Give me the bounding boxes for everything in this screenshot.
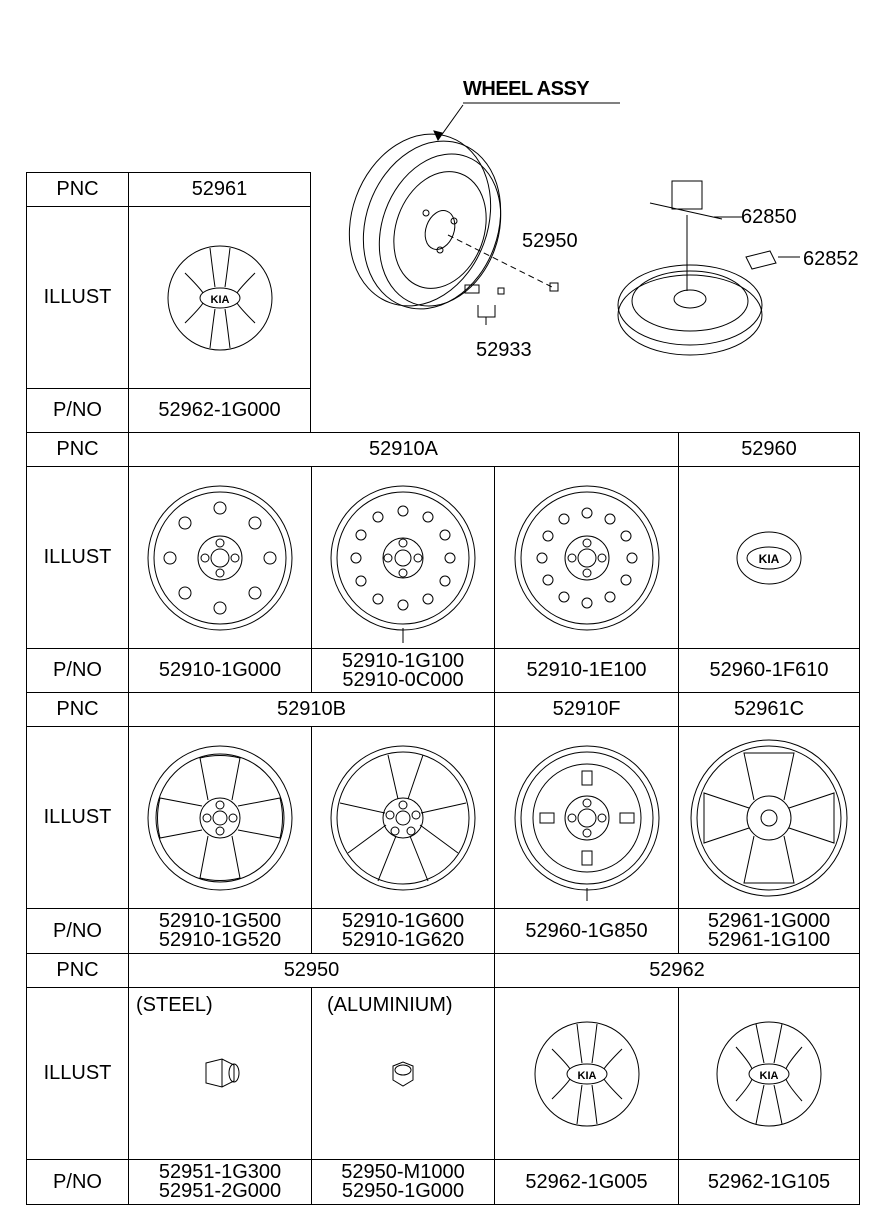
part-number: 52910-1G000 <box>158 659 282 681</box>
r1-illust-4 <box>678 466 860 649</box>
wheel-assembly-illustration <box>330 95 870 375</box>
r1-group-52910a: 52910A <box>128 432 679 467</box>
wheel-cover-illustration <box>532 1019 642 1129</box>
r3-illust-4 <box>678 987 860 1160</box>
r3-pnc-label: PNC <box>26 953 129 988</box>
alloy-wheel-illustration <box>689 738 849 898</box>
r3-group-52950: 52950 <box>128 953 495 988</box>
part-number: 52910-1G500 <box>158 910 282 932</box>
aluminium-label: (ALUMINIUM) <box>327 994 453 1016</box>
kia-logo: KIA <box>758 551 780 566</box>
callout-mat: 62852 <box>803 248 859 270</box>
alloy-wheel-illustration <box>145 743 295 893</box>
r3-pno-3 <box>494 1159 679 1205</box>
part-number: 52960-1G850 <box>525 919 648 942</box>
r1-pno-1 <box>128 648 312 693</box>
top-pnc-value: 52961 <box>128 172 311 207</box>
top-illust-cell <box>128 206 311 389</box>
r2-illust-4 <box>678 726 860 909</box>
part-number: 52962-1G105 <box>707 1170 831 1193</box>
r1-illust-label: ILLUST <box>26 466 129 649</box>
r2-group-52961c: 52961C <box>678 692 860 727</box>
r2-pno-1 <box>128 908 312 954</box>
part-number: 52910-1E100 <box>526 659 647 681</box>
diagram-title: WHEEL ASSY <box>463 78 590 100</box>
part-number: 52950-M1000 <box>341 1161 465 1183</box>
r2-pno-label: P/NO <box>26 908 129 954</box>
callout-nut: 52950 <box>522 230 578 252</box>
r3-pno-4 <box>678 1159 860 1205</box>
r2-group-52910b: 52910B <box>128 692 495 727</box>
r3-group-52962: 52962 <box>494 953 860 988</box>
kia-logo: KIA <box>210 293 229 306</box>
part-number: 52961-1G000 <box>707 910 831 932</box>
part-number: 52962-1G005 <box>525 1170 648 1193</box>
part-number: 52910-1G520 <box>158 929 282 951</box>
part-number: 52951-1G300 <box>158 1161 282 1183</box>
r1-pno-label: P/NO <box>26 648 129 693</box>
part-number: 52950-1G000 <box>341 1180 465 1202</box>
wheel-cover-illustration <box>714 1019 824 1129</box>
kia-logo: KIA <box>577 1069 596 1082</box>
r2-pno-3 <box>494 908 679 954</box>
callout-holder: 62850 <box>741 206 797 228</box>
wheel-cover-illustration <box>165 243 275 353</box>
r2-pnc-label: PNC <box>26 692 129 727</box>
top-illust-label: ILLUST <box>26 206 129 389</box>
r1-pno-4 <box>678 648 860 693</box>
r2-illust-label: ILLUST <box>26 726 129 909</box>
r2-illust-1 <box>128 726 312 909</box>
r3-pno-label: P/NO <box>26 1159 129 1205</box>
r2-group-52910f: 52910F <box>494 692 679 727</box>
part-number: 52961-1G100 <box>707 929 831 951</box>
r2-illust-3 <box>494 726 679 909</box>
steel-wheel-illustration <box>512 483 662 633</box>
r2-illust-2 <box>311 726 495 909</box>
steel-wheel-illustration <box>328 483 478 633</box>
steel-lug-nut-illustration <box>200 1057 240 1091</box>
alloy-wheel-illustration <box>328 743 478 893</box>
top-pno-value: 52962-1G000 <box>128 388 311 433</box>
r1-pno-2 <box>311 648 495 693</box>
r3-pno-1 <box>128 1159 312 1205</box>
r2-pno-2 <box>311 908 495 954</box>
part-number: 52910-1G620 <box>341 929 465 951</box>
part-number: 52910-1G600 <box>341 910 465 932</box>
r1-group-52960: 52960 <box>678 432 860 467</box>
steel-label: (STEEL) <box>136 994 213 1016</box>
part-number: 52910-1G100 <box>341 649 465 672</box>
kia-logo: KIA <box>759 1069 779 1082</box>
steel-wheel-illustration <box>512 743 662 893</box>
r1-illust-3 <box>494 466 679 649</box>
r3-illust-3 <box>494 987 679 1160</box>
part-number: 52951-2G000 <box>158 1180 282 1202</box>
r3-pno-2 <box>311 1159 495 1205</box>
aluminium-lug-nut-illustration <box>387 1060 419 1088</box>
steel-wheel-illustration <box>145 483 295 633</box>
r2-pno-4 <box>678 908 860 954</box>
r3-illust-label: ILLUST <box>26 987 129 1160</box>
part-number: 52910-0C000 <box>342 668 464 691</box>
callout-valve: 52933 <box>476 339 532 361</box>
center-cap-illustration <box>734 530 804 586</box>
r1-illust-2 <box>311 466 495 649</box>
part-number: 52960-1F610 <box>709 659 829 681</box>
r1-pno-3 <box>494 648 679 693</box>
top-pno-label: P/NO <box>26 388 129 433</box>
r1-illust-1 <box>128 466 312 649</box>
r1-pnc-label: PNC <box>26 432 129 467</box>
top-pnc-label: PNC <box>26 172 129 207</box>
